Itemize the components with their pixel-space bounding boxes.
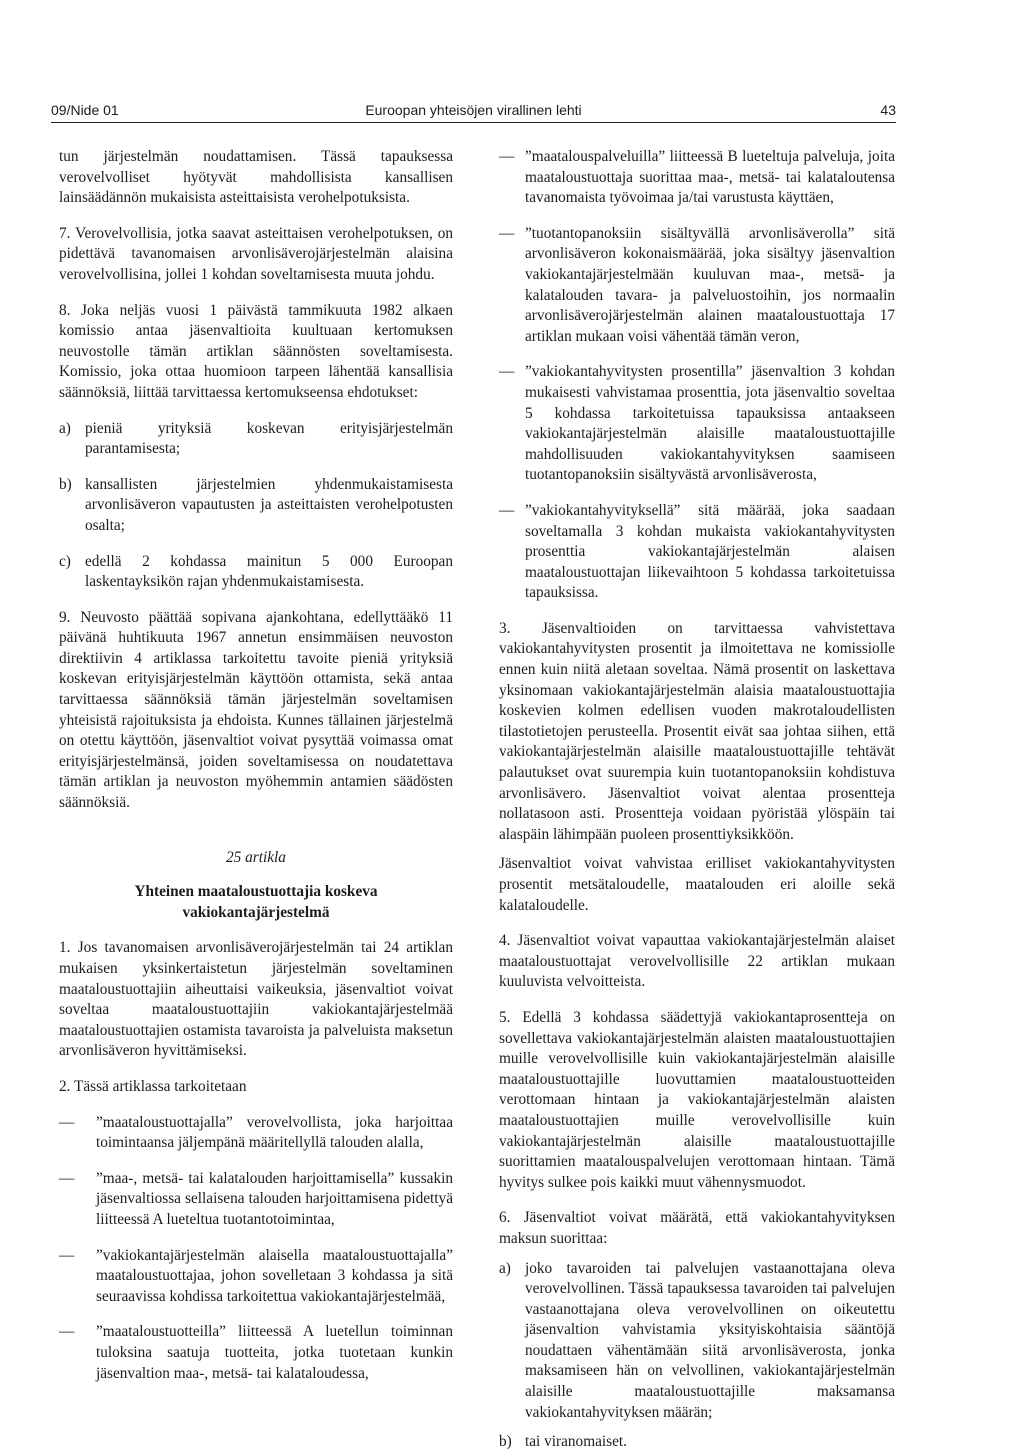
dash-marker: — xyxy=(59,1246,75,1264)
list-item-b xyxy=(59,475,453,537)
list-item-6b xyxy=(499,1432,895,1453)
list-text: kansallisten järjestelmien yhdenmukaistamisesta arvonlisäveron vapautusten ja asteittaisten verohelpotusten osalta; xyxy=(85,475,453,534)
definition-item xyxy=(499,147,895,209)
definition-text: ”maatalouspalveluilla” liitteessä B lueteltuja palveluja, joita maataloustuottaja suorittaa maa-, metsä- tai kalataloutensa tavanomaista työvoimaa ja/tai varustusta käyttäen, xyxy=(525,148,895,207)
dash-marker: — xyxy=(59,1113,75,1131)
definition-item xyxy=(59,1322,453,1384)
list-item-c xyxy=(59,552,453,593)
left-column xyxy=(59,147,453,1384)
paragraph-6: 6. Jäsenvaltiot voivat määrätä, että vakiokantahyvityksen maksun suorittaa: xyxy=(499,1209,895,1247)
dash-marker: — xyxy=(499,224,515,242)
journal-title: Euroopan yhteisöjen virallinen lehti xyxy=(365,102,582,118)
dash-marker: — xyxy=(499,363,515,381)
list-label: b) xyxy=(499,1433,512,1451)
list-label: c) xyxy=(59,552,71,570)
article-title-line-1: Yhteinen maataloustuottajia koskeva xyxy=(134,883,378,901)
list-text: tai viranomaiset. xyxy=(525,1433,627,1451)
list-label: a) xyxy=(499,1259,511,1277)
paragraph-3: 3. Jäsenvaltioiden on tarvittaessa vahvistettava vakiokantahyvitysten prosentit ja ilmoitettava ne komissiolle ennen kuin niitä aletaan soveltaa. Nämä prosentit on laskettava yksinomaan vakiokantajärjestelmän alaisia maataloustuottajia koskevien kolmen edellisen vuoden makrotaloudellisten tilastotietojen perusteella. Prosentit eivät saa johtaa siihen, että vakiokantajärjestelmän alaisille maataloustuottajille tehtävät palautukset ovat suurempia kuin tuotantopanoksiin kohdistuva arvonlisävero. Jäsenvaltiot voivat alentaa prosentteja nollatasoon asti. Prosentteja voidaan pyöristää ylöspäin tai alaspäin lähimpään puoleen prosenttiyksikköön. xyxy=(499,619,895,843)
paragraph-5: 5. Edellä 3 kohdassa säädettyjä vakiokantaprosentteja on sovellettava vakiokantajärjestelmän alaisten maataloustuottajien muille verovelvollisille kuin vakiokantajärjestelmän alaisille maataloustuottajille luovuttamien maataloustuotteiden verottomaan hintaan ja vakiokantajärjestelmän alaisten maataloustuottajien muille verovelvollisille kuin vakiokantajärjestelmän alaisille maataloustuottajille suorittamien maatalouspalvelujen verottomaan hintaan. Tämä hyvitys sulkee pois kaikki muut vähennysmuodot. xyxy=(499,1008,895,1191)
paragraph-9: 9. Neuvosto päättää sopivana ajankohtana, edellyttääkö 11 päivänä huhtikuuta 1967 annetun ensimmäisen neuvoston direktiivin 4 artiklassa tarkoitettu tavoite pieniä yrityksiä koskevan erityisjärjestelmän käyttöön ottamista, sekä antaa tarvittaessa säännöksiä tämän järjestelmän soveltamisen yhteisistä rajoituksista ja ehdoista. Kunnes tällainen järjestelmä on otettu käyttöön, jäsenvaltiot voivat pysyttää voimassa omat erityisjärjestelmänsä, joiden soveltamisessa on noudatettava tämän artiklan ja neuvoston myöhemmin antamien säädösten säännöksiä. xyxy=(59,608,453,812)
paragraph-7: 7. Verovelvollisia, jotka saavat asteittaisen verohelpotuksen, on pidettävä tavanomaisen arvonlisäverojärjestelmän alaisina verovelvollisina, jollei 1 kohdan soveltamisesta muuta johdu. xyxy=(59,224,453,283)
definition-text: ”vakiokantahyvitysten prosentilla” jäsenvaltion 3 kohdan mukaisesti vahvistamaa prosenttia, jota jäsenvaltio soveltaa 5 kohdassa tarkoitetuissa tapauksissa antaakseen vakiokantajärjestelmän alaisille maataloustuottajille mahdollisuuden vakiokantahyvityksen saamiseen tuotantopanoksiin sisältyvästä arvonlisäverosta, xyxy=(525,363,895,484)
list-item-6a xyxy=(499,1259,895,1424)
list-label: b) xyxy=(59,475,72,493)
list-label: a) xyxy=(59,419,71,437)
dash-marker: — xyxy=(59,1323,75,1341)
definition-text: ”tuotantopanoksiin sisältyvällä arvonlisäverolla” sitä arvonlisäveron kokonaismäärää, joka sisältyy jäsenvaltion vakiokantajärjestelmään kuuluvan maa-, metsä- ja kalatalouden tavara- ja palveluostoihin, jos normaalin arvonlisäverojärjestelmän alainen maataloustuottaja 17 artiklan mukaan voisi vähentää tämän veron, xyxy=(525,224,895,345)
paragraph-8: 8. Joka neljäs vuosi 1 päivästä tammikuuta 1982 alkaen komissio antaa jäsenvaltioita kuultuaan kertomuksen neuvostolle tämän artiklan säännösten soveltamisesta. Komissio, joka ottaa huomioon tarpeen lähentää kansallisia säännöksiä, liittää tarvittaessa kertomukseensa ehdotukset: xyxy=(59,301,453,401)
list-item-a xyxy=(59,419,453,460)
definition-item xyxy=(499,362,895,486)
definition-item xyxy=(59,1246,453,1308)
right-column xyxy=(499,147,895,1453)
definition-text: ”maataloustuottajalla” verovelvollista, joka harjoittaa toimintaansa jäljempänä määritellyllä talouden alalla, xyxy=(96,1113,453,1152)
dash-marker: — xyxy=(59,1169,75,1187)
paragraph-4: 4. Jäsenvaltiot voivat vapauttaa vakiokantajärjestelmän alaiset maataloustuottajat verovelvollisille 22 artiklan mukaan kuuluvista velvoitteista. xyxy=(499,932,895,991)
list-text: edellä 2 kohdassa mainitun 5 000 Euroopan laskentayksikön rajan yhdenmukaistamisesta. xyxy=(85,552,453,591)
definition-item xyxy=(59,1113,453,1154)
article-number: 25 artikla xyxy=(226,848,286,866)
paragraph-25-2: 2. Tässä artiklassa tarkoitetaan xyxy=(59,1077,247,1095)
paragraph-intro: tun järjestelmän noudattamisen. Tässä tapauksessa verovelvolliset hyötyvät mahdollisista kansallisen lainsäädännön mukaisista asteittaisista verohelpotuksista. xyxy=(59,148,453,207)
definition-text: ”vakiokantajärjestelmän alaisella maataloustuottajalla” maataloustuottajaa, johon sovelletaan 3 kohdassa ja sitä seuraavissa kohdissa tarkoitettua vakiokantajärjestelmää, xyxy=(96,1246,453,1305)
volume-label: 09/Nide 01 xyxy=(51,102,119,118)
dash-marker: — xyxy=(499,501,515,519)
page-number: 43 xyxy=(880,102,896,118)
paragraph-3b: Jäsenvaltiot voivat vahvistaa erilliset vakiokantahyvitysten prosentit metsätaloudelle, maatalouden eri aloille sekä kalataloudelle. xyxy=(499,855,895,914)
definition-text: ”maataloustuotteilla” liitteessä A luetellun toiminnan tuloksina saatuja tuotteita, jotka tuotetaan kunkin jäsenvaltion maa-, metsä- tai kalataloudessa, xyxy=(96,1323,453,1382)
article-title-line-2: vakiokantajärjestelmä xyxy=(182,903,330,921)
definition-item xyxy=(499,501,895,604)
article-title xyxy=(59,882,453,923)
page-header xyxy=(51,100,896,123)
definition-item xyxy=(59,1169,453,1231)
list-text: pieniä yrityksiä koskevan erityisjärjestelmän parantamisesta; xyxy=(85,419,453,458)
dash-marker: — xyxy=(499,148,515,165)
definition-text: ”vakiokantahyvityksellä” sitä määrää, joka saadaan soveltamalla 3 kohdan mukaista vakiokantahyvitysten prosenttia vakiokantajärjestelmän alaisen maataloustuottajan liikevaihtoon 5 kohdassa tarkoitetuissa tapauksissa. xyxy=(525,501,895,602)
list-text: joko tavaroiden tai palvelujen vastaanottajana oleva verovelvollinen. Tässä tapauksessa tavaroiden tai palvelujen vastaanottajana oleva verovelvollinen on oikeutettu jäsenvaltion vahvistamia yksityiskohtaisia sääntöjä noudattaen vähentämään siitä arvonlisäverosta, jonka maksamiseen hän on velvollinen, vakiokantajärjestelmän alaisille maataloustuottajille maksamansa vakiokantahyvityksen määrän; xyxy=(525,1259,895,1421)
paragraph-25-1: 1. Jos tavanomaisen arvonlisäverojärjestelmän tai 24 artiklan mukaisen yksinkertaistetun järjestelmän soveltaminen maataloustuottajiin aiheuttaisi vaikeuksia, jäsenvaltiot voivat soveltaa maataloustuottajiin vakiokantajärjestelmää maataloustuottajien ostamista tavaroista ja palveluista maksetun arvonlisäveron hyvittämiseksi. xyxy=(59,939,453,1060)
definition-text: ”maa-, metsä- tai kalatalouden harjoittamisella” kussakin jäsenvaltiossa sellaisena talouden harjoittamisena pidettyä liitteessä A lueteltua tuotantotoimintaa, xyxy=(96,1169,453,1228)
definition-item xyxy=(499,224,895,348)
